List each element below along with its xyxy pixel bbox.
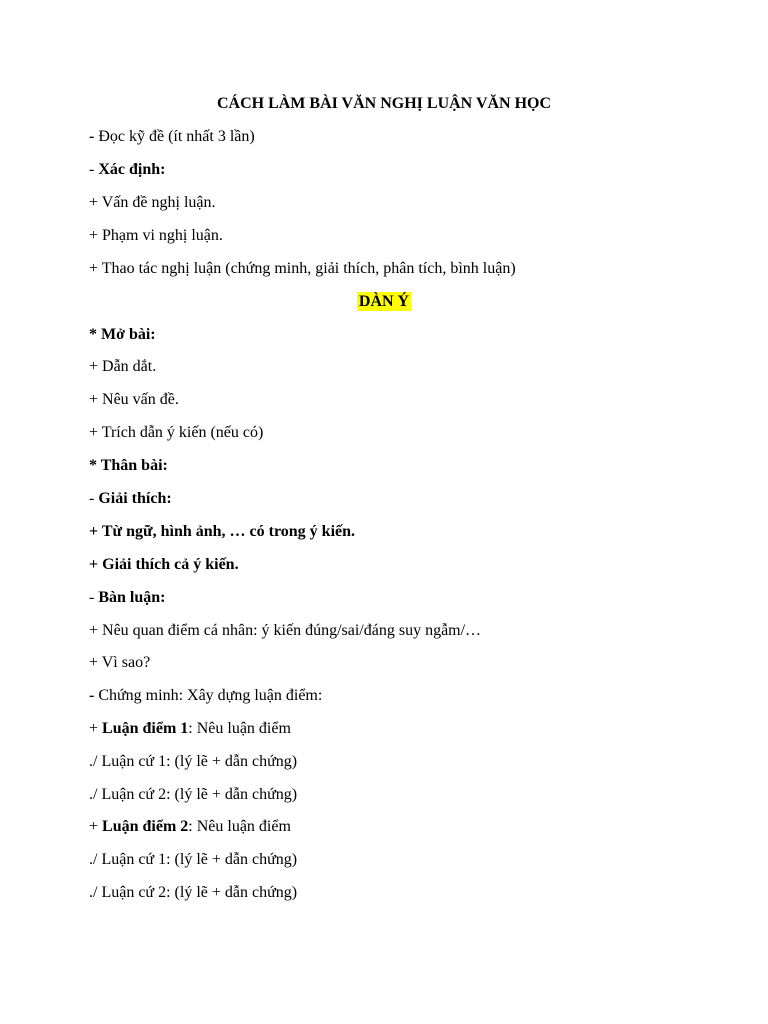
outline-heading-highlight: DÀN Ý bbox=[358, 293, 410, 310]
ban-luan-label: Bàn luận: bbox=[98, 589, 166, 606]
luan-diem-1-prefix: + bbox=[89, 720, 103, 737]
mo-bai-label: * Mở bài: bbox=[89, 326, 156, 343]
identify-item-1: + Vấn đề nghị luận. bbox=[89, 194, 216, 211]
ban-luan-item-1: + Nêu quan điểm cá nhân: ý kiến đúng/sai/đáng suy ngẫm/… bbox=[89, 622, 482, 639]
read-instruction bbox=[89, 127, 255, 147]
mo-bai-item-1: + Dẫn dắt. bbox=[89, 358, 157, 375]
luan-diem-2-item-2: ./ Luận cứ 2: (lý lẽ + dẫn chứng) bbox=[89, 884, 298, 901]
identify-heading bbox=[89, 160, 165, 180]
ban-luan-heading bbox=[89, 588, 165, 608]
luan-diem-1-text: : Nêu luận điểm bbox=[188, 720, 291, 737]
ban-luan-prefix: - bbox=[89, 589, 99, 606]
luan-diem-1-item-1: ./ Luận cứ 1: (lý lẽ + dẫn chứng) bbox=[89, 753, 298, 770]
luan-diem-1 bbox=[89, 719, 291, 739]
mo-bai-item-3: + Trích dẫn ý kiến (nếu có) bbox=[89, 424, 264, 441]
read-text: Đọc kỹ đề (ít nhất 3 lần) bbox=[98, 128, 255, 145]
giai-thich-label: Giải thích: bbox=[98, 490, 172, 507]
mo-bai-item-2: + Nêu vấn đề. bbox=[89, 391, 179, 408]
giai-thich-prefix: - bbox=[89, 490, 99, 507]
giai-thich-item-1: + Từ ngữ, hình ảnh, … có trong ý kiến. bbox=[89, 523, 356, 540]
outline-heading bbox=[0, 292, 768, 312]
luan-diem-1-label: Luận điểm 1 bbox=[102, 720, 189, 737]
giai-thich-item-2: + Giải thích cả ý kiến. bbox=[89, 556, 239, 573]
ban-luan-item-2: + Vì sao? bbox=[89, 654, 151, 671]
luan-diem-2-text: : Nêu luận điểm bbox=[188, 818, 291, 835]
read-prefix: - bbox=[89, 128, 99, 145]
chung-minh-prefix: - bbox=[89, 687, 99, 704]
identify-item-3: + Thao tác nghị luận (chứng minh, giải thích, phân tích, bình luận) bbox=[89, 260, 516, 277]
luan-diem-2-label: Luận điểm 2 bbox=[102, 818, 189, 835]
luan-diem-2 bbox=[89, 817, 291, 837]
luan-diem-2-prefix: + bbox=[89, 818, 103, 835]
identify-prefix: - bbox=[89, 161, 99, 178]
identify-item-2: + Phạm vi nghị luận. bbox=[89, 227, 223, 244]
giai-thich-heading bbox=[89, 489, 172, 509]
identify-label: Xác định: bbox=[98, 161, 166, 178]
chung-minh-text: Chứng minh: Xây dựng luận điểm: bbox=[98, 687, 323, 704]
chung-minh-heading bbox=[89, 686, 322, 706]
luan-diem-2-item-1: ./ Luận cứ 1: (lý lẽ + dẫn chứng) bbox=[89, 851, 298, 868]
than-bai-label: * Thân bài: bbox=[89, 457, 168, 474]
luan-diem-1-item-2: ./ Luận cứ 2: (lý lẽ + dẫn chứng) bbox=[89, 786, 298, 803]
document-title: CÁCH LÀM BÀI VĂN NGHỊ LUẬN VĂN HỌC bbox=[216, 95, 552, 112]
